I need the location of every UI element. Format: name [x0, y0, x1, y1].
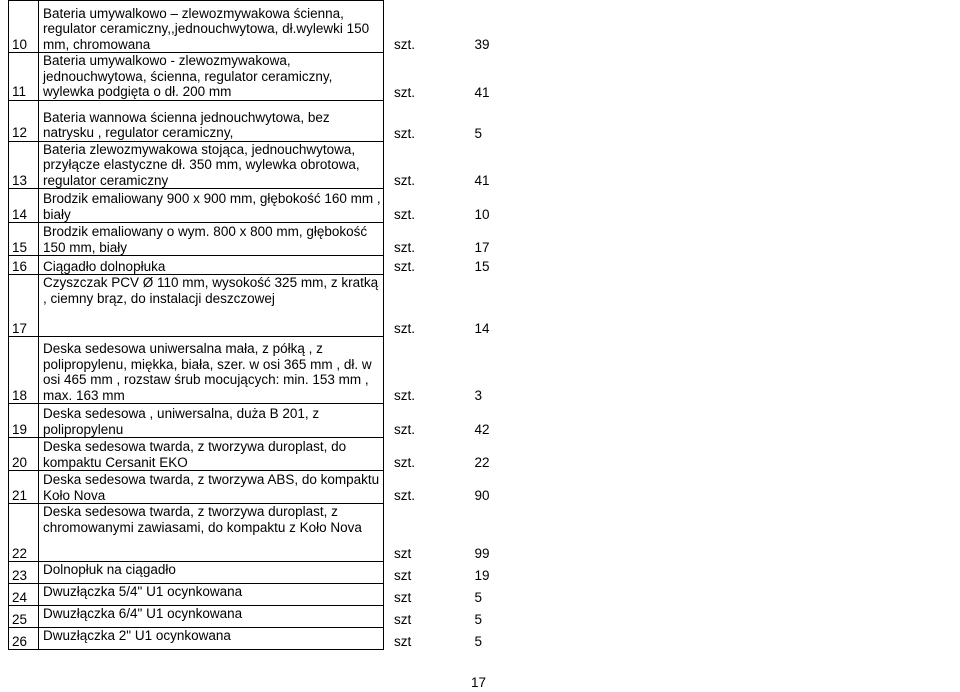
row-number: 25	[9, 606, 39, 628]
table-row	[9, 1, 557, 53]
row-number: 16	[9, 256, 39, 275]
row-unit: szt	[394, 590, 412, 605]
row-unit: szt	[394, 634, 412, 649]
row-quantity: 5	[474, 634, 483, 649]
price-list-sheet	[8, 0, 557, 650]
row-unit: szt	[394, 546, 412, 561]
row-number: 21	[9, 471, 39, 504]
row-description: Brodzik emaliowany o wym. 800 x 800 mm, głębokość 150 mm, biały	[39, 223, 384, 256]
row-number: 26	[9, 628, 39, 650]
row-unit: szt.	[394, 84, 416, 100]
row-description: Czyszczak PCV Ø 110 mm, wysokość 325 mm, z kratką , ciemny brąz, do instalacji deszczowej	[39, 275, 384, 337]
row-description: Brodzik emaliowany 900 x 900 mm, głębokość 160 mm , biały	[39, 189, 384, 223]
row-unit: szt	[394, 568, 412, 583]
page-number: 17	[471, 675, 487, 690]
row-number: 19	[9, 404, 39, 438]
row-description: Dwuzłączka 5/4" U1 ocynkowana	[39, 584, 384, 606]
table-row	[9, 256, 557, 275]
row-number: 23	[9, 562, 39, 584]
table-row	[9, 562, 557, 584]
table-row	[9, 606, 557, 628]
row-number: 20	[9, 438, 39, 471]
row-unit: szt.	[394, 240, 416, 255]
row-quantity: 19	[474, 568, 490, 583]
row-quantity: 5	[474, 612, 483, 627]
table-row	[9, 628, 557, 650]
row-quantity: 90	[474, 488, 490, 503]
row-description: Deska sedesowa uniwersalna mała, z półką , z polipropylenu, miękka, biała, szer. w osi 365 mm , dł. w osi 465 mm , rozstaw śrub mocujących: min. 153 mm , max. 163 mm	[39, 337, 384, 404]
row-unit: szt.	[394, 259, 416, 274]
row-description: Deska sedesowa , uniwersalna, duża B 201, z polipropylenu	[39, 404, 384, 438]
row-quantity: 41	[474, 84, 490, 100]
row-description: Ciągadło dolnopłuka	[39, 256, 384, 275]
row-description: Deska sedesowa twarda, z tworzywa duroplast, z chromowanymi zawiasami, do kompaktu z Koło Nova	[39, 504, 384, 562]
table-row	[9, 141, 557, 189]
row-number: 15	[9, 223, 39, 256]
row-quantity: 10	[474, 207, 490, 222]
table-row	[9, 404, 557, 438]
row-description: Bateria wannowa ścienna jednouchwytowa, bez natrysku , regulator ceramiczny,	[39, 100, 384, 141]
row-description: Deska sedesowa twarda, z tworzywa duroplast, do kompaktu Cersanit EKO	[39, 438, 384, 471]
row-quantity: 15	[474, 259, 490, 274]
row-number: 13	[9, 141, 39, 189]
table-row	[9, 189, 557, 223]
row-quantity: 5	[474, 590, 483, 605]
row-unit: szt.	[394, 207, 416, 222]
table-row	[9, 471, 557, 504]
row-quantity: 42	[474, 422, 490, 437]
table-row	[9, 275, 557, 337]
table-row	[9, 438, 557, 471]
row-number: 18	[9, 337, 39, 404]
row-description: Bateria zlewozmywakowa stojąca, jednouchwytowa, przyłącze elastyczne dł. 350 mm, wylewka obrotowa, regulator ceramiczny	[39, 141, 384, 189]
row-description: Bateria umywalkowo - zlewozmywakowa, jednouchwytowa, ścienna, regulator ceramiczny, wylewka podgięta o dł. 200 mm	[39, 53, 384, 101]
table-row	[9, 223, 557, 256]
row-unit: szt.	[394, 488, 416, 503]
row-number: 12	[9, 100, 39, 141]
table-row	[9, 584, 557, 606]
row-unit: szt.	[394, 321, 416, 336]
row-unit: szt.	[394, 388, 416, 403]
row-number: 14	[9, 189, 39, 223]
product-table	[8, 0, 557, 650]
row-quantity: 14	[474, 321, 490, 336]
row-number: 10	[9, 1, 39, 53]
row-quantity: 5	[474, 125, 483, 141]
row-quantity: 41	[474, 173, 490, 188]
table-row	[9, 504, 557, 562]
row-description: Dolnopłuk na ciągadło	[39, 562, 384, 584]
row-unit: szt.	[394, 455, 416, 470]
table-row	[9, 53, 557, 101]
row-unit: szt.	[394, 173, 416, 188]
row-description: Dwuzłączka 6/4" U1 ocynkowana	[39, 606, 384, 628]
row-quantity: 22	[474, 455, 490, 470]
row-unit: szt.	[394, 125, 416, 141]
row-number: 24	[9, 584, 39, 606]
row-quantity: 39	[474, 37, 490, 52]
row-description: Deska sedesowa twarda, z tworzywa ABS, do kompaktu Koło Nova	[39, 471, 384, 504]
row-quantity: 99	[474, 546, 490, 561]
row-number: 22	[9, 504, 39, 562]
table-row	[9, 100, 557, 141]
table-row	[9, 337, 557, 404]
row-number: 11	[9, 53, 39, 101]
row-unit: szt.	[394, 422, 416, 437]
row-unit: szt	[394, 612, 412, 627]
row-quantity: 3	[474, 388, 483, 403]
row-description: Bateria umywalkowo – zlewozmywakowa ścienna, regulator ceramiczny,,jednouchwytowa, dł.wylewki 150 mm, chromowana	[39, 1, 384, 53]
row-unit: szt.	[394, 37, 416, 52]
row-quantity: 17	[474, 240, 490, 255]
row-number: 17	[9, 275, 39, 337]
row-description: Dwuzłączka 2" U1 ocynkowana	[39, 628, 384, 650]
